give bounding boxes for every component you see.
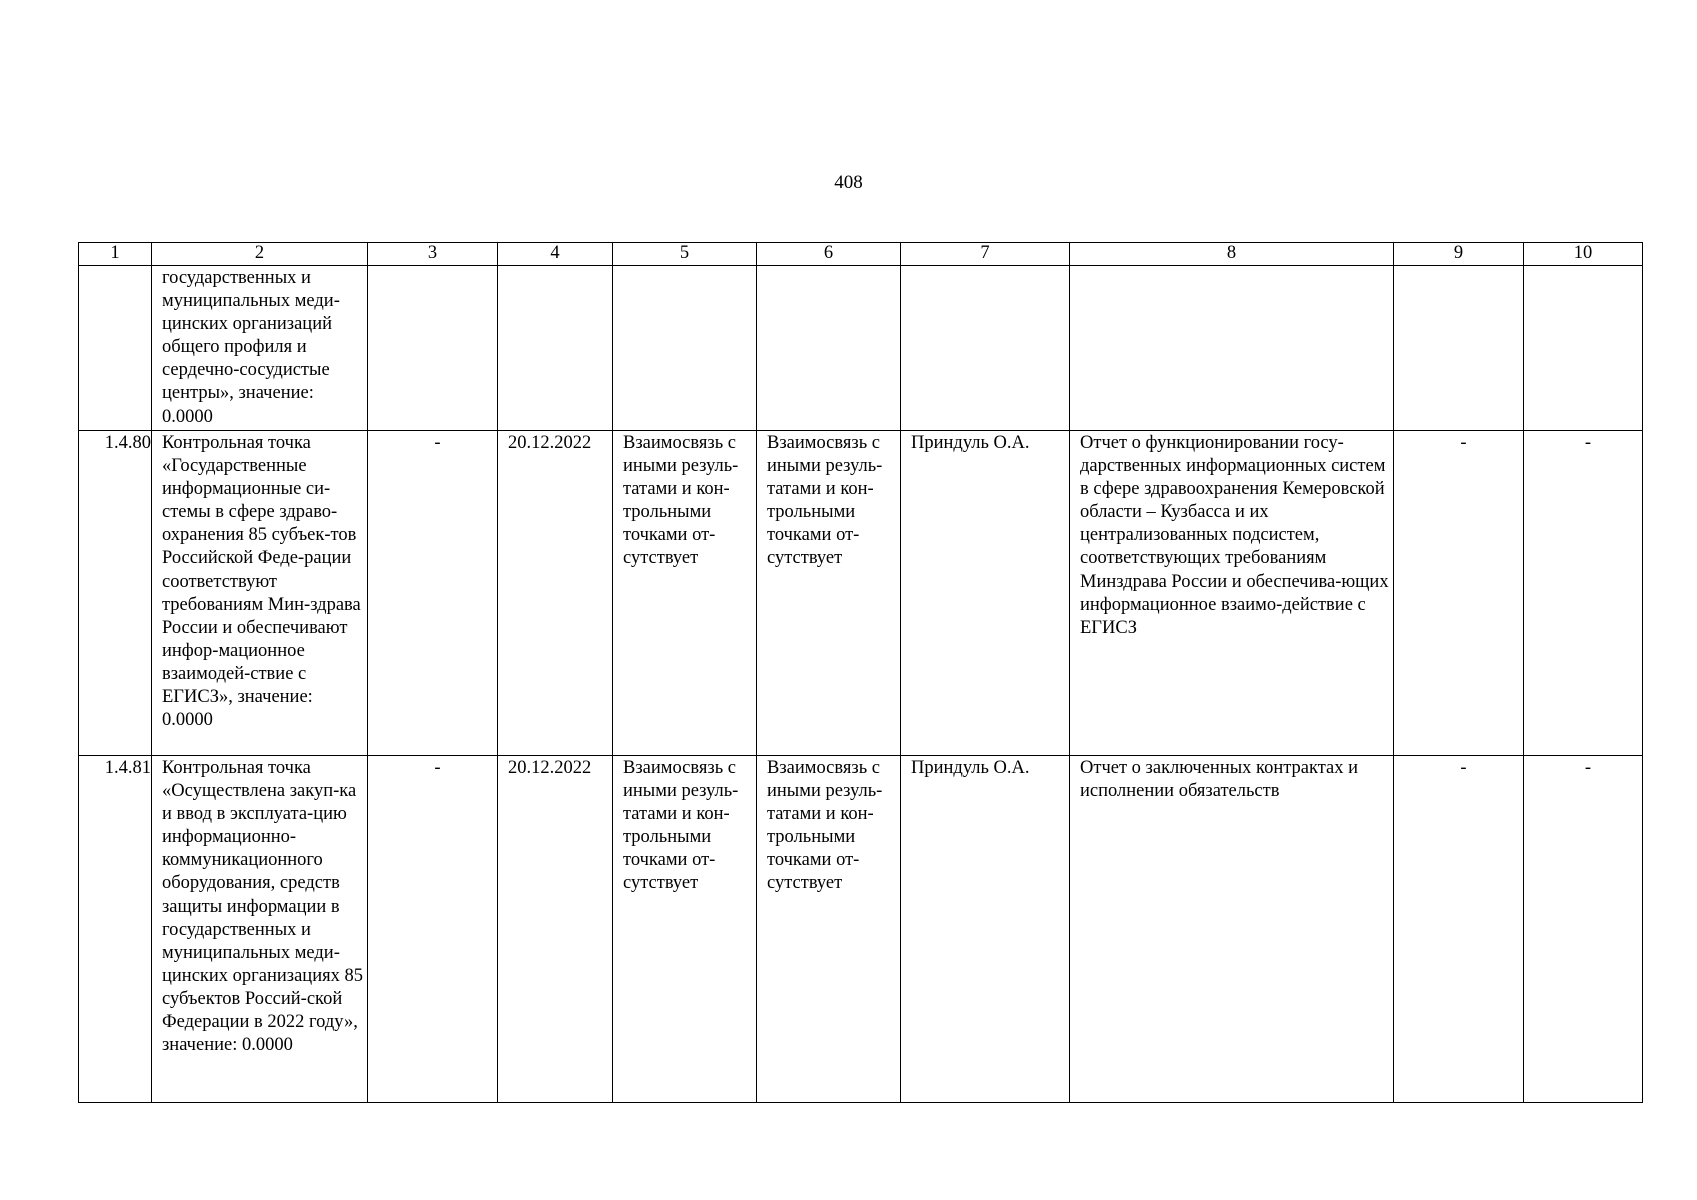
control-point-name: Контрольная точка «Осуществлена закуп-ка и ввод в эксплуата-цию информационно-коммуникационного оборудования, средств защиты информации в государственных и муниципальных меди-цинских организациях 85 субъектов Россий-ской Федерации в 2022 году», значение: 0.0000 [152,756,368,1103]
control-point-name: Контрольная точка «Государственные информационные си-стемы в сфере здраво-охранения 85 субъек-тов Российской Феде-рации соответствуют требованиям Мин-здрава России и обеспечивают инфор-мационное взаимодей-ствие с ЕГИСЗ», значение: 0.0000 [152,431,368,756]
table-row [79,431,1643,756]
cell-col9: - [1394,431,1524,756]
column-header: 8 [1070,243,1394,266]
page-number: 408 [834,172,863,193]
control-point-name: государственных и муниципальных меди-цинских организаций общего профиля и сердечно-сосудистые центры», значение: 0.0000 [152,266,368,431]
related-results-1 [613,266,757,431]
responsible-person [901,266,1070,431]
deadline-date: 20.12.2022 [498,756,613,1103]
column-header: 3 [368,243,498,266]
column-header: 7 [901,243,1070,266]
report-description: Отчет о функционировании госу-дарственных информационных систем в сфере здравоохранения Кемеровской области – Кузбасса и их централизованных подсистем, соответствующих требованиям Минздрава России и обеспечива-ющих информационное взаимо-действие с ЕГИСЗ [1070,431,1394,756]
table-header-row [79,243,1643,266]
related-results-1: Взаимосвязь с иными резуль-татами и кон-трольными точками от-сутствует [613,431,757,756]
related-results-2: Взаимосвязь с иными резуль-татами и кон-трольными точками от-сутствует [757,431,901,756]
column-header: 4 [498,243,613,266]
control-points-table [78,242,1643,1103]
related-results-1: Взаимосвязь с иными резуль-татами и кон-трольными точками от-сутствует [613,756,757,1103]
table-row [79,756,1643,1103]
column-header: 9 [1394,243,1524,266]
cell-col3: - [368,431,498,756]
table-row [79,266,1643,431]
cell-col9: - [1394,756,1524,1103]
related-results-2: Взаимосвязь с иными резуль-татами и кон-трольными точками от-сутствует [757,756,901,1103]
column-header: 5 [613,243,757,266]
column-header: 2 [152,243,368,266]
responsible-person: Приндуль О.А. [901,431,1070,756]
row-number [79,266,152,431]
deadline-date [498,266,613,431]
deadline-date: 20.12.2022 [498,431,613,756]
cell-col10: - [1524,431,1643,756]
row-number: 1.4.80 [79,431,152,756]
cell-col3 [368,266,498,431]
cell-col10: - [1524,756,1643,1103]
responsible-person: Приндуль О.А. [901,756,1070,1103]
cell-col3: - [368,756,498,1103]
cell-col10 [1524,266,1643,431]
report-description [1070,266,1394,431]
report-description: Отчет о заключенных контрактах и исполнении обязательств [1070,756,1394,1103]
row-number: 1.4.81 [79,756,152,1103]
cell-col9 [1394,266,1524,431]
related-results-2 [757,266,901,431]
column-header: 10 [1524,243,1643,266]
column-header: 1 [79,243,152,266]
column-header: 6 [757,243,901,266]
